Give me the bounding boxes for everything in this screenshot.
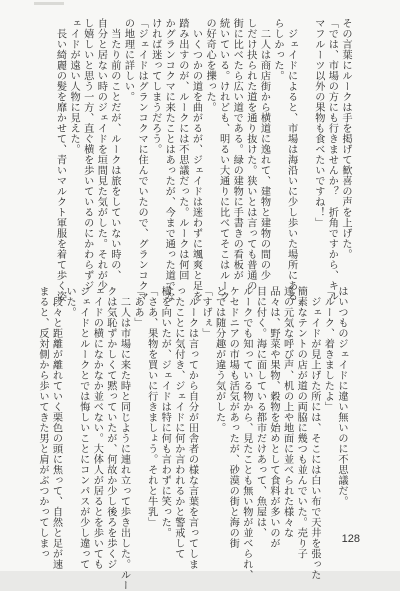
- lower-text-line: 「さあ、果物を買いに行きましょう。それと牛乳」: [145, 286, 157, 528]
- upper-text-line: しだけ抉られた道を通り抜けた。狭いとは言っても普通の: [244, 18, 256, 291]
- upper-text-line: 踏み出すのが、ルークには不思議だった。ルークは何回: [176, 18, 188, 281]
- upper-text-line: ェイドが遠い人物に見えた。: [68, 18, 80, 155]
- lower-text-line: 達の元気な呼び声、机の上や地面に並べられた様々な: [281, 286, 293, 538]
- upper-text-line: ければ迷ってしまうだろう。: [149, 18, 161, 155]
- upper-text-line: の地理に詳しい。: [122, 18, 134, 102]
- upper-text-line: マフルーツ以外の果物も食べたいですね！」: [312, 18, 324, 228]
- upper-text-line: 続いている。けれども、明るい大通りに比べてそこはルーク: [217, 18, 229, 302]
- lower-text-line: ケセドニアの市場も活気があったが、砂漠の街と海の街: [227, 286, 239, 549]
- lower-text-line: ジェイドが見上げた所には、そこには白い布で天井を張った: [308, 286, 320, 580]
- lower-text-line: 「ああ」: [132, 286, 144, 328]
- lower-text-line: まると、反対側から歩いてきた男と肩がぶつかってしまっ: [36, 286, 48, 559]
- upper-text-line: 二人は商店街から横道に逸れて、建物と建物の間の少: [258, 18, 270, 281]
- upper-text-line: [298, 18, 312, 254]
- lower-text-line: 「ルーク、着きましたよ」: [322, 286, 334, 412]
- upper-text-line: 街に比べたら広い道である。緑の建物に手書きの看板が: [231, 18, 243, 281]
- lower-text-line: 「すげぇ」: [200, 286, 212, 339]
- upper-text-line: かグランコクマに来たことはあったが、今まで通った道でな: [163, 18, 175, 302]
- upper-text-line: ジェイドによると、市場は海沿いに少し歩いた場所にある: [285, 18, 297, 302]
- upper-text-line: いくつかの道を曲がるが、ジェイドは迷わずに颯爽と足を: [190, 18, 202, 302]
- page-number: 128: [341, 533, 360, 545]
- lower-text-line: 目に付く。海に面している都市だけあって、魚屋は、: [254, 286, 266, 538]
- lower-text-line: 品々は、野菜や果物、穀物を始めとして食料が多いのが: [268, 286, 280, 549]
- upper-text-line: 当たり前のことだが、ルークは旅をしていない時の、: [108, 18, 120, 281]
- lower-text-line: 段々と距離が離れていく栗色の頭に焦って、自然と足が速: [50, 286, 62, 570]
- lower-text-line: クは気恥ずかしくて黙っていたが、何故か少し後ろを歩くジ: [104, 286, 116, 570]
- upper-text-line: 「ジェイドはグランコクマに住んでいたので、グランコクマ: [136, 18, 148, 302]
- lower-text-line: ルークは言ってから自分が田舎者の様な言葉を言ってしま: [186, 286, 198, 570]
- upper-text-line: の好奇心を擽った。: [204, 18, 216, 113]
- upper-text-block: [54, 18, 352, 302]
- upper-text-line: らしかった。: [272, 18, 284, 81]
- lower-text-line: ジェイドとルークとでは悔しいことにコンパスが少し違って: [77, 286, 89, 570]
- upper-text-line: その言葉にルークは手を掲げて歓喜の声を上げた。: [340, 18, 351, 260]
- lower-text-line: ルークでも知っている物から、見たことも無い物が並べられ、: [240, 286, 252, 580]
- lower-text-line: ったことに気付き、ジェイドに何か言われるかと警戒して: [172, 286, 184, 559]
- lower-text-line: 二人は市場に来た時と同じように連れ立って歩き出した。ルー: [118, 286, 130, 591]
- upper-text-line: 長い綺麗の髪を靡かせて、青いマルクト軍服を着て歩く姿: [54, 18, 66, 302]
- lower-text-line: はいつものジェイドに違い無いのに不思議だ。: [336, 286, 347, 507]
- upper-text-line: 自分と居ない時のジェイドを垣間見た気がした。それが少: [95, 18, 107, 291]
- lower-text-line: ェイドの横になかなか並べない。大体人が居るとを歩いても: [91, 286, 103, 570]
- scan-edge-mark: [34, 2, 64, 5]
- lower-text-line: いた。: [64, 286, 76, 318]
- lower-text-line: 横を向いたが、ジェイドは特に何も言わずに笑った。: [159, 286, 171, 538]
- lower-text-block: [36, 286, 348, 591]
- upper-text-line: し嬉しいと思う一方、直ぐ横を歩いているのにかわらずジ: [81, 18, 93, 291]
- lower-text-line: 簡素なテントの店が道の両脇に幾つも並んでいた。売り子: [295, 286, 307, 559]
- lower-text-line: とでは随分趣が違う気がした。: [213, 286, 225, 433]
- upper-text-line: 「では、市場の方にも行きませんか？ 折角ですから、キル: [326, 18, 338, 302]
